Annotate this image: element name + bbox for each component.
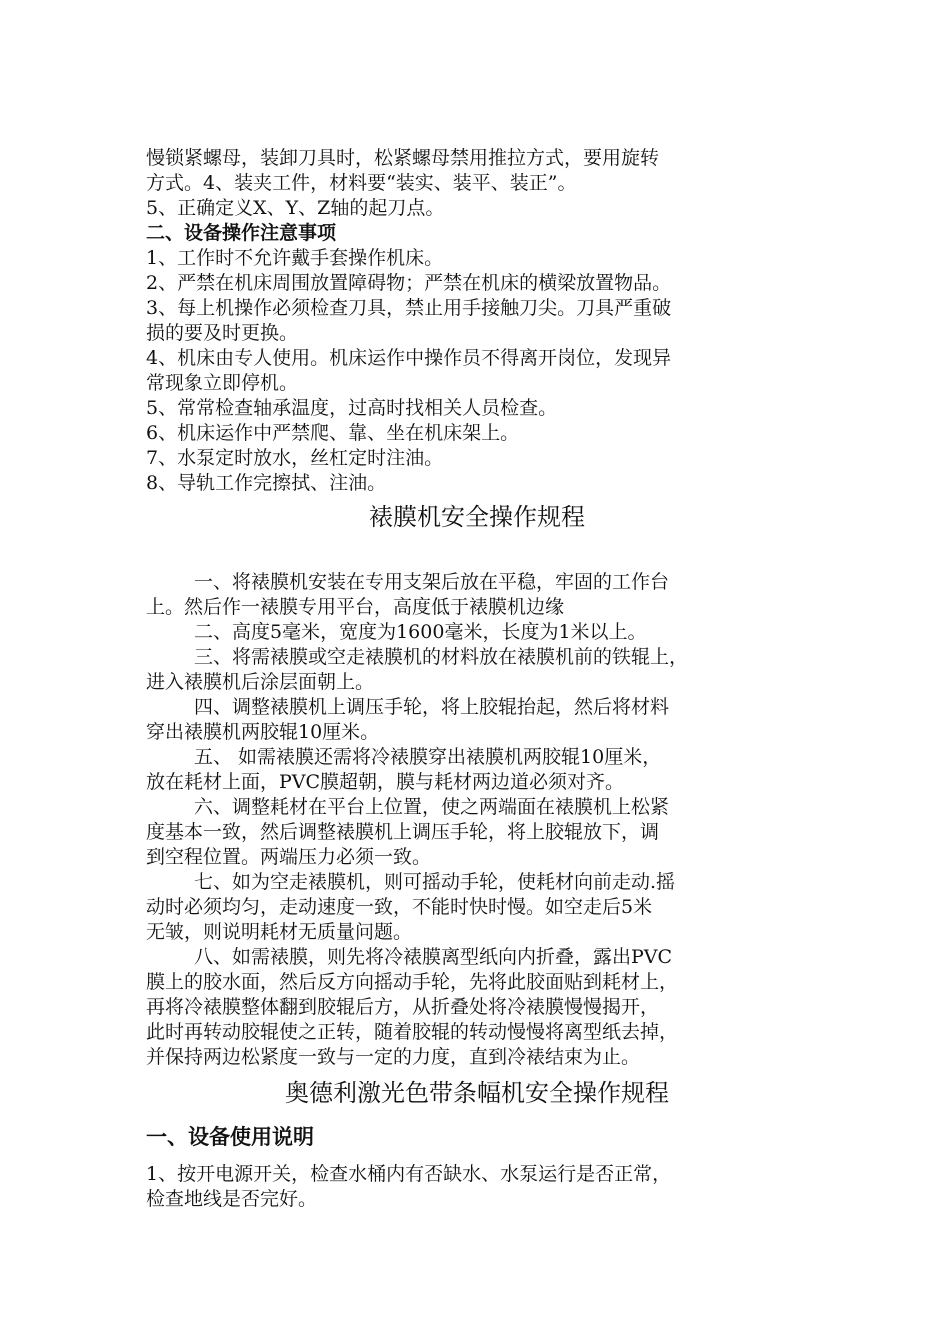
- laminator-body: [146, 570, 808, 1070]
- list-item: 5、常常检查轴承温度，过高时找相关人员检查。: [146, 397, 558, 419]
- list-item: 8、导轨工作完擦拭、注油。: [146, 472, 387, 494]
- paragraph-line: 膜上的胶水面，然后反方向摇动手轮，先将此胶面贴到耗材上，: [146, 971, 679, 993]
- paragraph-line: 六、调整耗材在平台上位置，使之两端面在裱膜机上松紧: [194, 796, 670, 818]
- paragraph-line: 进入裱膜机后涂层面朝上。: [146, 671, 375, 693]
- paragraph-line: 动时必须均匀，走动速度一致，不能时快时慢。如空走后5米: [146, 896, 653, 918]
- list-item: 4、机床由专人使用。机床运作中操作员不得离开岗位，发现异: [146, 347, 672, 369]
- list-item: 1、工作时不允许戴手套操作机床。: [146, 247, 444, 269]
- page-title: 裱膜机安全操作规程: [369, 503, 585, 531]
- paragraph-line: 三、将需裱膜或空走裱膜机的材料放在裱膜机前的铁辊上，: [194, 646, 689, 668]
- paragraph-line: 度基本一致，然后调整裱膜机上调压手轮，将上胶辊放下，调: [146, 821, 660, 843]
- document-content: [146, 146, 808, 1212]
- paragraph-line: 八、如需裱膜，则先将冷裱膜离型纸向内折叠，露出PVC: [194, 946, 673, 968]
- paragraph-line: 放在耗材上面，PVC膜超朝，膜与耗材两边道必须对齐。: [146, 771, 625, 793]
- text-line: 5、正确定义X、Y、Z轴的起刀点。: [146, 197, 445, 219]
- section-laser-banner: [146, 1076, 808, 1212]
- text-line: 慢锁紧螺母，装卸刀具时，松紧螺母禁用推拉方式，要用旋转: [146, 147, 660, 169]
- paragraph-line: 二、高度5毫米，宽度为1600毫米，长度为1米以上。: [194, 621, 647, 643]
- section-heading: 一、设备使用说明: [146, 1125, 314, 1149]
- list-item: 损的要及时更换。: [146, 322, 299, 344]
- text-line: 方式。4、装夹工件，材料要“装实、装平、装正”。: [146, 172, 577, 194]
- paragraph-line: 四、调整裱膜机上调压手轮，将上胶辊抬起，然后将材料: [194, 696, 670, 718]
- paragraph-line: 一、将裱膜机安装在专用支架后放在平稳，牢固的工作台: [194, 571, 670, 593]
- list-item: 常现象立即停机。: [146, 372, 299, 394]
- section-heading: 二、设备操作注意事项: [146, 222, 337, 244]
- page-title: 奥德利激光色带条幅机安全操作规程: [285, 1079, 669, 1107]
- paragraph-line: 上。然后作一裱膜专用平台，高度低于裱膜机边缘: [146, 596, 565, 618]
- list-item: 6、机床运作中严禁爬、靠、坐在机床架上。: [146, 422, 520, 444]
- paragraph-line: 五、 如需裱膜还需将冷裱膜穿出裱膜机两胶辊10厘米，: [194, 746, 662, 768]
- paragraph-line: 此时再转动胶辊使之正转，随着胶辊的转动慢慢将离型纸去掉，: [146, 1021, 679, 1043]
- text-line: 检查地线是否完好。: [146, 1188, 318, 1210]
- paragraph-line: 七、如为空走裱膜机，则可摇动手轮，使耗材向前走动.摇: [194, 871, 676, 893]
- list-item: 7、水泵定时放水，丝杠定时注油。: [146, 447, 444, 469]
- paragraph-line: 无皱，则说明耗材无质量问题。: [146, 921, 413, 943]
- section-cnc-continued: [146, 146, 808, 496]
- list-item: 3、每上机操作必须检查刀具，禁止用手接触刀尖。刀具严重破: [146, 297, 672, 319]
- list-item: 2、严禁在机床周围放置障碍物；严禁在机床的横梁放置物品。: [146, 272, 672, 294]
- paragraph-line: 再将冷裱膜整体翻到胶辊后方，从折叠处将冷裱膜慢慢揭开，: [146, 996, 660, 1018]
- paragraph-line: 穿出裱膜机两胶辊10厘米。: [146, 721, 380, 743]
- section-laminator: [146, 500, 808, 1070]
- paragraph-line: 到空程位置。两端压力必须一致。: [146, 846, 432, 868]
- paragraph-line: 并保持两边松紧度一致与一定的力度，直到冷裱结束为止。: [146, 1046, 641, 1068]
- text-line: 1、按开电源开关，检查水桶内有否缺水、水泵运行是否正常，: [146, 1163, 672, 1185]
